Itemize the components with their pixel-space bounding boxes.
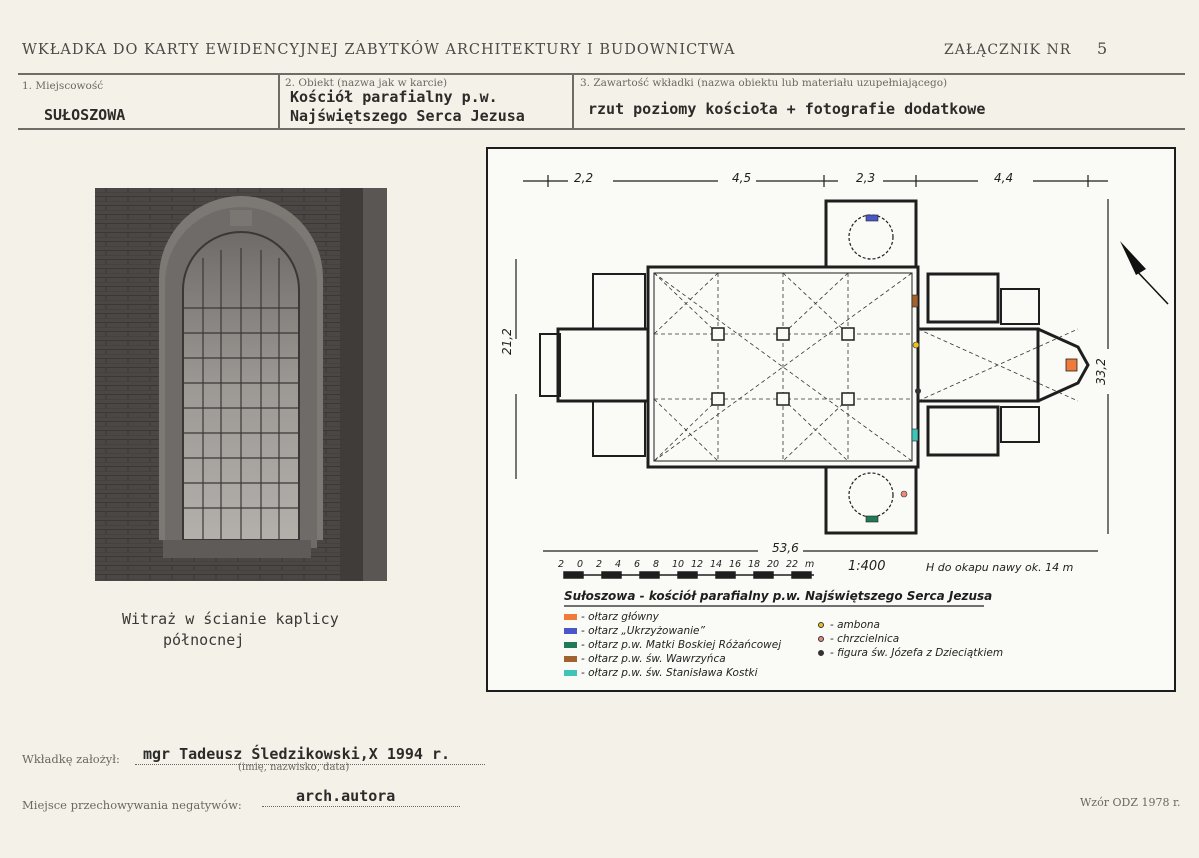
legend-item — [564, 652, 781, 666]
negatives-value: arch.autora — [296, 787, 396, 805]
scale-tick: 14 — [710, 559, 723, 570]
scale-tick: 4 — [615, 559, 622, 570]
negatives-dotted-line — [262, 806, 460, 807]
stained-glass-photo — [95, 188, 387, 581]
scale-tick: 12 — [691, 559, 704, 570]
legend-swatch — [564, 656, 577, 662]
dim-top-1: 2,2 — [574, 171, 594, 185]
scale-tick: 22 — [786, 559, 799, 570]
object-value-line2: Najświętszego Serca Jezusa — [290, 107, 525, 125]
locality-label: 1. Miejscowość — [22, 80, 104, 92]
legend-left — [564, 610, 781, 680]
legend-item — [564, 624, 781, 638]
legend-swatch — [564, 614, 577, 620]
legend-title: Sułoszowa - kościół parafialny p.w. Najświętszego Serca Jezusa — [564, 589, 993, 603]
annex-label: ZAŁĄCZNIK NR — [944, 42, 1072, 58]
scale-tick: 2 — [558, 559, 565, 570]
dim-top-3: 2,3 — [856, 171, 876, 185]
legend-label: - chrzcielnica — [830, 633, 900, 645]
locality-value: SUŁOSZOWA — [44, 106, 126, 124]
scale-tick: 8 — [653, 559, 660, 570]
legend-item — [564, 610, 781, 624]
field-divider-2 — [572, 73, 574, 129]
floor-plan-panel — [486, 147, 1176, 692]
legend-swatch — [564, 670, 577, 676]
legend-label: - ołtarz p.w. św. Stanisława Kostki — [581, 667, 758, 679]
scale-tick: m — [805, 559, 815, 570]
legend-right — [818, 618, 1003, 660]
dim-top-4: 4,4 — [994, 171, 1014, 185]
dim-top-2: 4,5 — [732, 171, 752, 185]
negatives-label: Miejsce przechowywania negatywów: — [22, 798, 242, 812]
floor-plan-drawing — [488, 149, 1174, 690]
legend-label: - ołtarz p.w. św. Wawrzyńca — [581, 653, 726, 665]
legend-label: - figura św. Józefa z Dzieciątkiem — [830, 647, 1004, 659]
legend-item — [818, 632, 1003, 646]
content-value: rzut poziomy kościoła + fotografie dodatkowe — [588, 100, 986, 118]
legend-item — [564, 666, 781, 680]
legend-dot — [818, 650, 824, 656]
scale-tick: 2 — [596, 559, 603, 570]
content-label: 3. Zawartość wkładki (nazwa obiektu lub materiału uzupełniającego) — [580, 77, 948, 89]
legend-label: - ambona — [830, 619, 880, 631]
header-rule-bottom — [18, 128, 1185, 130]
legend-label: - ołtarz „Ukrzyżowanie” — [581, 625, 705, 637]
photo-caption-line1: Witraż w ścianie kaplicy — [122, 610, 339, 628]
form-title: WKŁADKA DO KARTY EWIDENCYJNEJ ZABYTKÓW ARCHITEKTURY I BUDOWNICTWA — [22, 42, 736, 58]
legend-dot — [818, 636, 824, 642]
object-label: 2. Obiekt (nazwa jak w karcie) — [285, 77, 448, 89]
founder-hint: (imię, nazwisko, data) — [238, 762, 350, 773]
north-arrow-icon — [1120, 241, 1168, 304]
field-divider-1 — [278, 73, 280, 129]
object-value-line1: Kościół parafialny p.w. — [290, 88, 498, 106]
legend-label: - ołtarz główny — [581, 611, 659, 623]
dim-left: 21,2 — [500, 328, 514, 355]
legend-swatch — [564, 642, 577, 648]
legend-label: - ołtarz p.w. Matki Boskiej Różańcowej — [581, 639, 782, 651]
scale-tick: 6 — [634, 559, 641, 570]
stained-glass-photo-drawing — [95, 188, 387, 581]
form-code: Wzór ODZ 1978 r. — [1080, 796, 1181, 809]
legend-item — [564, 638, 781, 652]
header-rule-top — [18, 73, 1185, 75]
legend-swatch — [564, 628, 577, 634]
legend-dot — [818, 622, 824, 628]
scale-bar-labels — [558, 559, 824, 570]
founder-label: Wkładkę założył: — [22, 752, 120, 766]
photo-caption-line2: północnej — [163, 631, 245, 649]
scale-tick: 16 — [729, 559, 742, 570]
annex-number: 5 — [1097, 39, 1108, 58]
founder-value: mgr Tadeusz Śledzikowski,X 1994 r. — [143, 745, 451, 763]
legend-item — [818, 618, 1003, 632]
height-note: H do okapu nawy ok. 14 m — [926, 561, 1074, 574]
scale-tick: 0 — [577, 559, 584, 570]
scale-tick: 10 — [672, 559, 685, 570]
dim-right: 33,2 — [1094, 358, 1108, 385]
scale-ratio: 1:400 — [848, 559, 886, 574]
dim-bottom: 53,6 — [772, 541, 799, 555]
legend-item — [818, 646, 1003, 660]
scale-tick: 18 — [748, 559, 761, 570]
scale-tick: 20 — [767, 559, 780, 570]
